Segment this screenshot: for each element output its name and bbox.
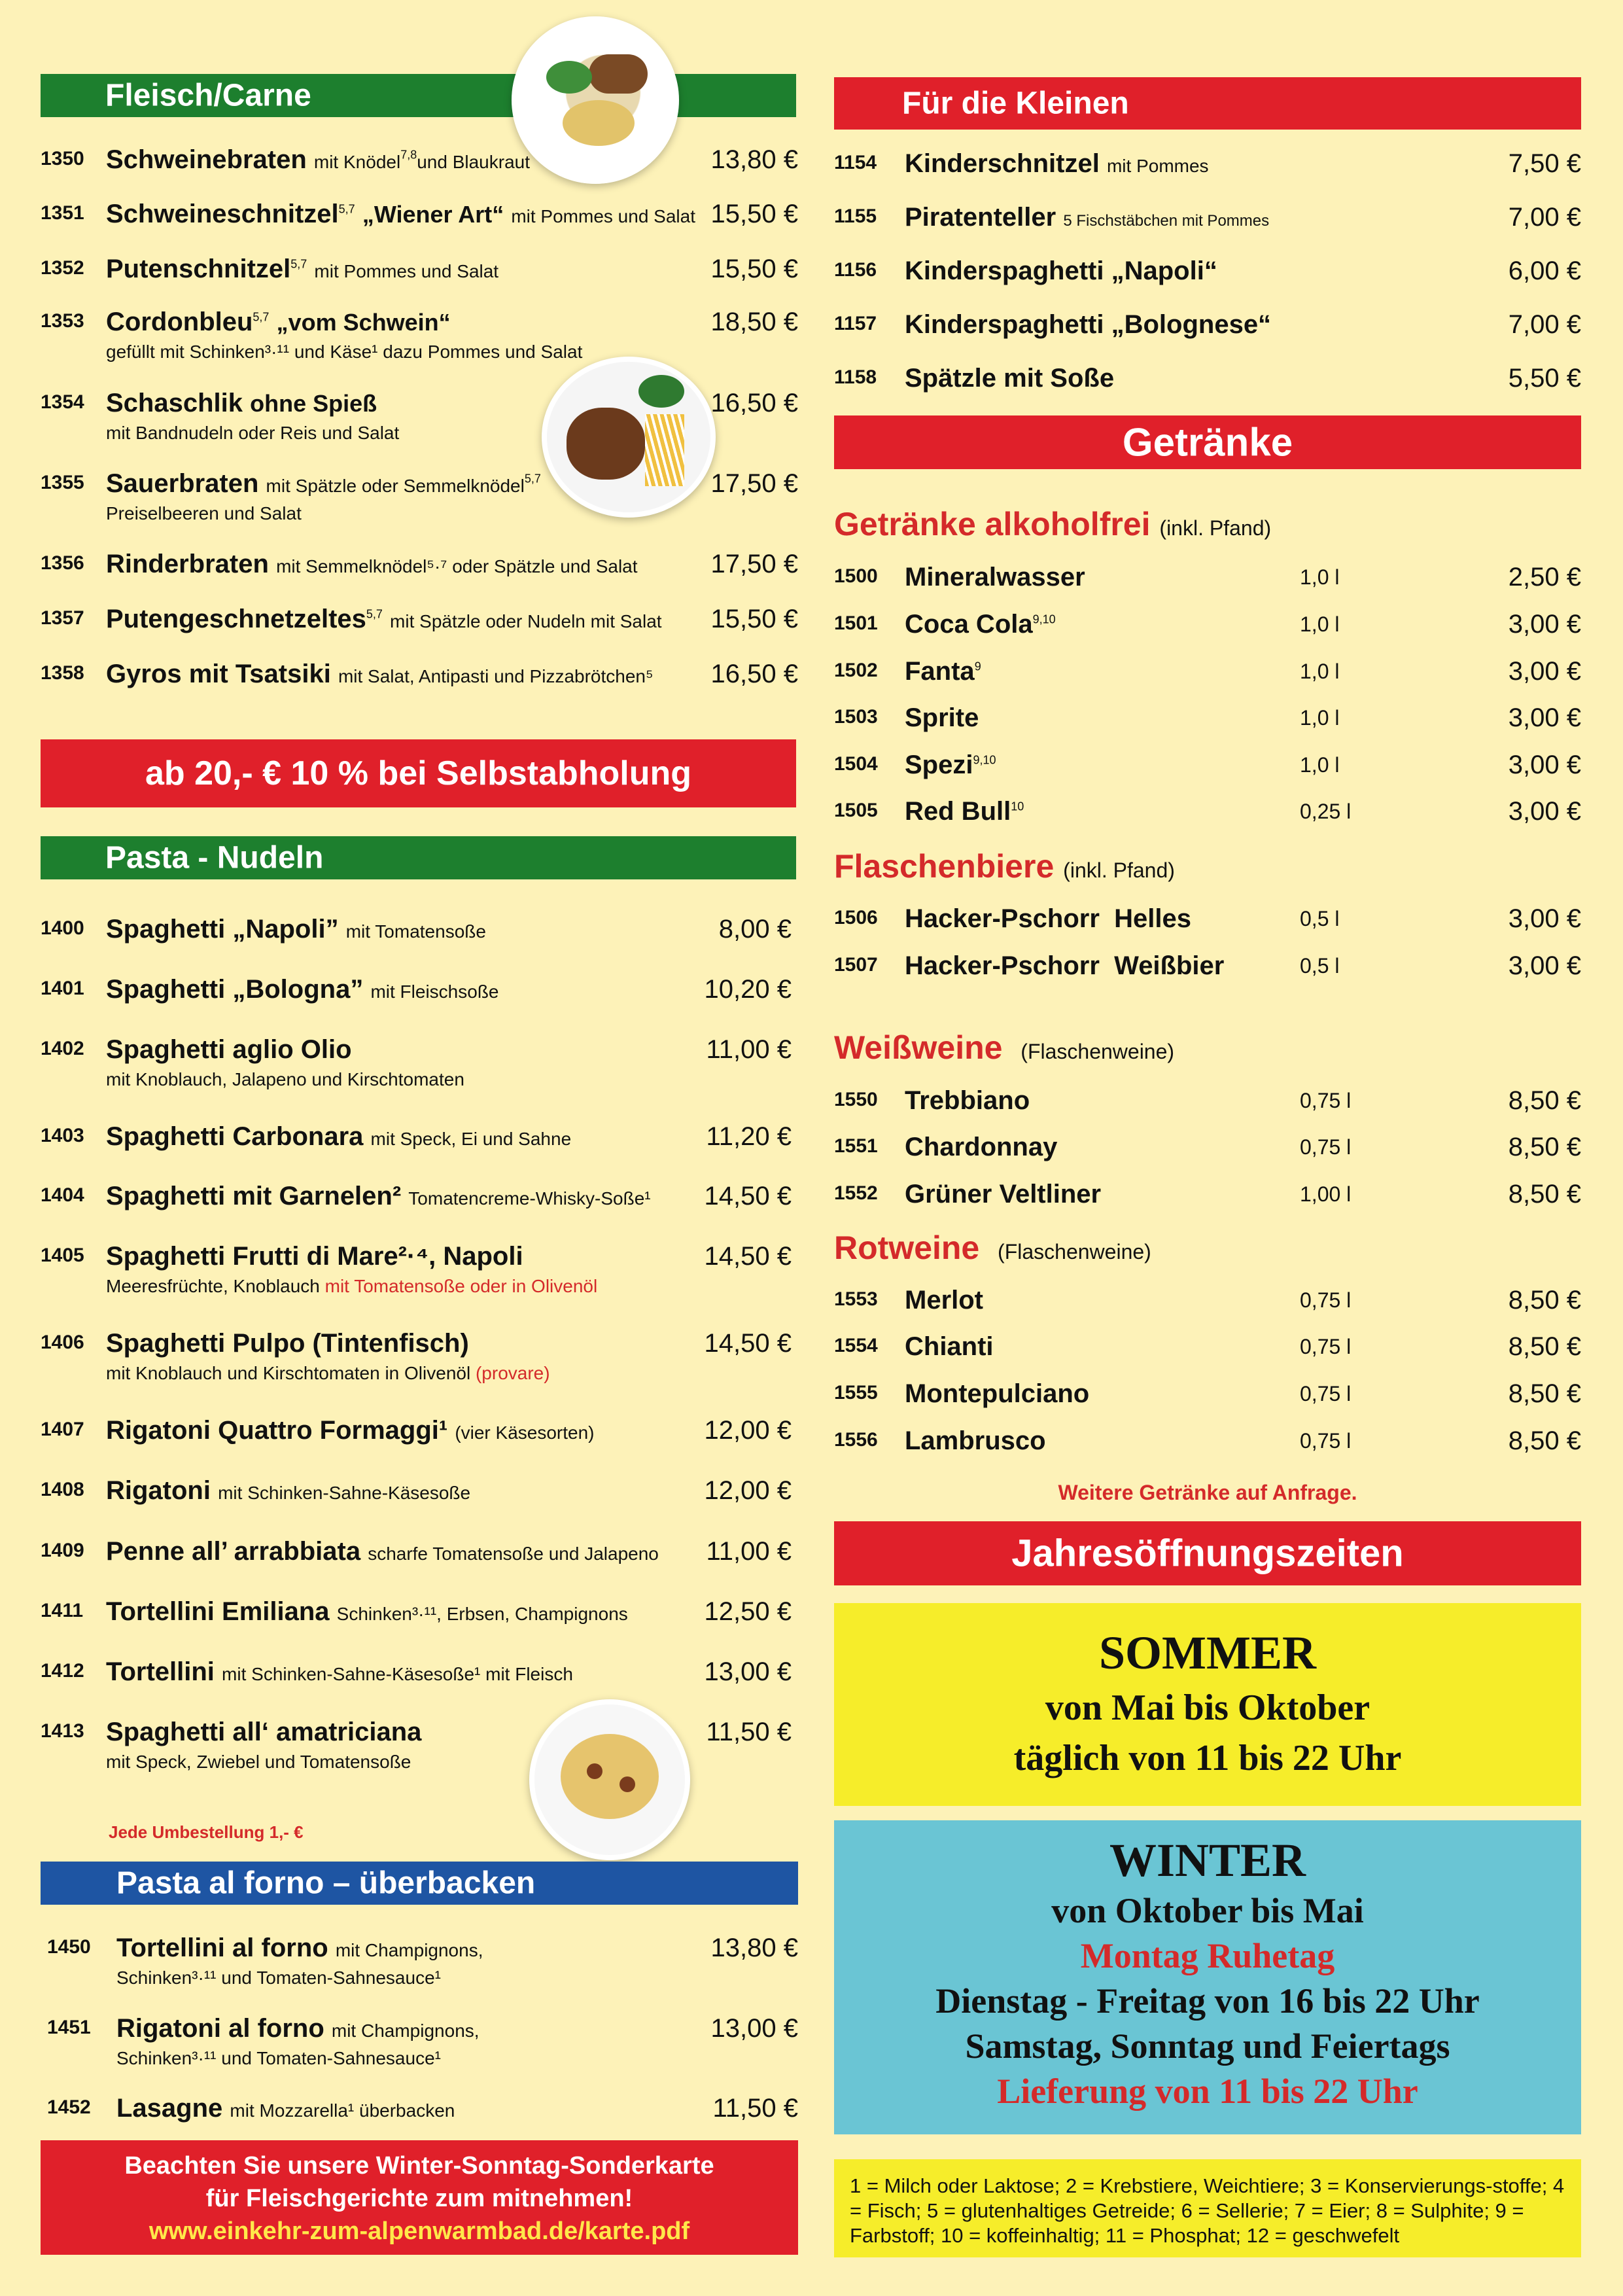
item-desc: 5 Fischstäbchen mit Pommes [1063, 212, 1270, 230]
item-price: 11,00 € [706, 1035, 792, 1064]
item-desc: mit Spätzle oder Semmelknödel [266, 476, 525, 496]
item-volume: 0,75 l [1300, 1335, 1352, 1358]
item-desc: Schinken³·¹¹, Erbsen, Champignons [336, 1604, 628, 1624]
item-sub-highlight: mit Tomatensoße oder in Olivenöl [324, 1276, 598, 1296]
item-number: 1352 [41, 257, 84, 279]
item-sub: mit Bandnudeln oder Reis und Salat [106, 423, 400, 443]
item-desc: (vier Käsesorten) [455, 1422, 595, 1443]
item-price: 8,50 € [1508, 1180, 1581, 1209]
item-price: 16,50 € [710, 660, 798, 688]
item-name: Trebbiano [905, 1086, 1030, 1115]
item-number: 1555 [834, 1382, 878, 1404]
item-number: 1158 [834, 366, 877, 388]
item-name: Sprite [905, 703, 979, 732]
item-name: Montepulciano [905, 1379, 1090, 1408]
allergen-sup: 5,7 [524, 472, 541, 486]
kleinen-header [834, 77, 1581, 130]
item-name: Tortellini Emiliana [106, 1597, 330, 1626]
item-price: 12,50 € [704, 1597, 792, 1626]
item-sub: Schinken³·¹¹ und Tomaten-Sahnesauce¹ [116, 1968, 441, 1988]
food-photo [542, 357, 716, 518]
item-name: Kinderspaghetti „Napoli“ [905, 256, 1217, 285]
section-title: Flaschenbiere [834, 848, 1055, 885]
meat-shape [587, 1763, 602, 1779]
getraenke-title: Getränke [1122, 420, 1293, 465]
rotwein-heading [834, 1229, 1151, 1267]
section-note: (Flaschenweine) [998, 1240, 1151, 1263]
item-price: 16,50 € [710, 389, 798, 417]
footer-banner [41, 2140, 798, 2255]
item-name: Spaghetti Carbonara [106, 1122, 364, 1151]
allergen-sup: 9,10 [973, 753, 996, 767]
item-number: 1507 [834, 954, 878, 976]
item-name: Spaghetti mit Garnelen² [106, 1182, 402, 1210]
item-number: 1550 [834, 1089, 878, 1110]
item-number: 1551 [834, 1135, 878, 1157]
winter-delivery: Lieferung von 11 bis 22 Uhr [997, 2072, 1418, 2111]
forno-header [41, 1862, 798, 1905]
item-price: 8,50 € [1508, 1426, 1581, 1455]
item-sub: Preiselbeeren und Salat [106, 503, 302, 523]
item-number: 1412 [41, 1660, 84, 1682]
item-price: 7,00 € [1508, 203, 1581, 232]
item-price: 5,50 € [1508, 364, 1581, 393]
pasta-shape [561, 1734, 659, 1819]
reorder-note: Jede Umbestellung 1,- € [109, 1822, 304, 1842]
allergen-sup: 9 [974, 660, 981, 673]
item-price: 13,80 € [710, 145, 798, 174]
item-name: Piratenteller [905, 203, 1056, 232]
item-price: 14,50 € [704, 1182, 792, 1210]
item-price: 14,50 € [704, 1242, 792, 1271]
item-price: 3,00 € [1508, 657, 1581, 686]
item-desc: mit Spätzle oder Nudeln mit Salat [390, 611, 662, 631]
item-volume: 0,75 l [1300, 1089, 1352, 1112]
item-number: 1506 [834, 907, 878, 928]
item-number: 1355 [41, 472, 84, 493]
item-desc: mit Knödel [313, 152, 401, 172]
item-number: 1155 [834, 205, 877, 227]
item-number: 1502 [834, 660, 878, 681]
item-name: Coca Cola [905, 610, 1033, 639]
item-desc: mit Speck, Ei und Sahne [370, 1129, 572, 1149]
item-price: 12,00 € [704, 1416, 792, 1445]
website-link[interactable]: www.einkehr-zum-alpenwarmbad.de/karte.pdf [148, 2217, 690, 2245]
item-name: Rigatoni al forno [116, 2014, 324, 2043]
item-number: 1400 [41, 917, 84, 939]
item-name: Merlot [905, 1286, 983, 1315]
item-price: 11,50 € [712, 2094, 798, 2123]
item-sub: gefüllt mit Schinken³·¹¹ und Käse¹ dazu Pommes und Salat [106, 342, 583, 362]
item-sub-highlight: (provare) [475, 1363, 550, 1383]
item-name: Gyros mit Tsatsiki [106, 660, 331, 688]
allergen-legend: 1 = Milch oder Laktose; 2 = Krebstiere, Weichtiere; 3 = Konservierungs-stoffe; 4 = Fisch; 5 = glutenhaltiges Getreide; 6 = Sellerie; 7 = Eier; 8 = Sulphite; 9 = Farbstoff; 10 = koffeinhaltig; 11 = Phosphat; 12 = geschwefelt [834, 2159, 1581, 2257]
item-price: 8,00 € [718, 915, 792, 944]
item-price: 17,50 € [710, 550, 798, 578]
item-price: 3,00 € [1508, 951, 1581, 980]
meat-shape [567, 408, 645, 480]
item-volume: 1,0 l [1300, 612, 1340, 636]
item-volume: 0,5 l [1300, 907, 1340, 930]
item-volume: 1,00 l [1300, 1182, 1352, 1206]
fleisch-header [41, 74, 796, 117]
item-name: Spaghetti all‘ amatriciana [106, 1718, 422, 1746]
summer-box [834, 1603, 1581, 1806]
item-number: 1358 [41, 662, 84, 684]
item-number: 1357 [41, 607, 84, 629]
item-sub: mit Knoblauch, Jalapeno und Kirschtomaten [106, 1069, 464, 1089]
item-desc: mit Champignons, [335, 1940, 483, 1960]
item-price: 10,20 € [704, 975, 792, 1004]
footer-line: für Fleischgerichte zum mitnehmen! [205, 2185, 633, 2212]
item-number: 1413 [41, 1720, 84, 1742]
winter-line: von Oktober bis Mai [1051, 1891, 1364, 1930]
item-desc: mit Tomatensoße [345, 921, 486, 942]
item-name: Tortellini [106, 1657, 215, 1686]
item-name: Rinderbraten [106, 550, 269, 578]
salad-shape [546, 61, 592, 94]
winter-line: Samstag, Sonntag und Feiertags [965, 2026, 1450, 2066]
item-name: Chardonnay [905, 1133, 1058, 1161]
item-number: 1408 [41, 1479, 84, 1500]
item-sub: mit Speck, Zwiebel und Tomatensoße [106, 1752, 411, 1772]
item-sub: Schinken³·¹¹ und Tomaten-Sahnesauce¹ [116, 2048, 441, 2068]
item-number: 1554 [834, 1335, 878, 1356]
item-desc: mit Fleischsoße [370, 981, 499, 1002]
food-photo [512, 16, 679, 184]
item-name: Spätzle mit Soße [905, 364, 1115, 393]
item-number: 1406 [41, 1332, 84, 1353]
item-name: Putenschnitzel [106, 255, 291, 283]
oeffnung-title: Jahresöffnungszeiten [1011, 1532, 1404, 1575]
item-name: Hacker-Pschorr Weißbier [905, 951, 1225, 980]
item-name: Sauerbraten [106, 469, 259, 498]
item-number: 1405 [41, 1245, 84, 1266]
section-note: (inkl. Pfand) [1159, 516, 1272, 540]
summer-line: von Mai bis Oktober [1045, 1687, 1370, 1728]
item-name: Lambrusco [905, 1426, 1046, 1455]
item-price: 8,50 € [1508, 1086, 1581, 1115]
promo-text: ab 20,- € 10 % bei Selbstabholung [145, 754, 692, 792]
item-name: Rigatoni [106, 1476, 211, 1505]
allergen-sup: 5,7 [290, 257, 307, 271]
allergen-sup: 7,8 [400, 148, 417, 162]
winter-box [834, 1820, 1581, 2134]
item-name: Spaghetti aglio Olio [106, 1035, 352, 1064]
item-desc: scharfe Tomatensoße und Jalapeno [368, 1544, 659, 1564]
item-name-extra: „Wiener Art“ [362, 201, 504, 228]
kleinen-title: Für die Kleinen [902, 86, 1129, 121]
summer-line: täglich von 11 bis 22 Uhr [1013, 1738, 1402, 1778]
item-name-extra: „vom Schwein“ [276, 309, 451, 336]
item-price: 11,00 € [706, 1537, 792, 1566]
item-price: 8,50 € [1508, 1133, 1581, 1161]
item-number: 1505 [834, 800, 878, 821]
item-price: 13,00 € [704, 1657, 792, 1686]
item-name: Grüner Veltliner [905, 1180, 1102, 1209]
winter-title: WINTER [1109, 1834, 1306, 1886]
item-number: 1501 [834, 612, 878, 634]
item-number: 1451 [47, 2017, 91, 2038]
getraenke-header [834, 415, 1581, 469]
item-name: Schweinebraten [106, 145, 307, 174]
item-price: 14,50 € [704, 1329, 792, 1358]
item-price: 15,50 € [710, 255, 798, 283]
item-volume: 1,0 l [1300, 706, 1340, 730]
item-number: 1500 [834, 565, 878, 587]
section-title: Getränke alkoholfrei [834, 506, 1151, 542]
item-name: Kinderspaghetti „Bolognese“ [905, 310, 1272, 339]
item-name: Spaghetti Frutti di Mare²·⁴, Napoli [106, 1242, 523, 1271]
meat-shape [589, 54, 648, 94]
item-volume: 0,5 l [1300, 954, 1340, 978]
item-price: 11,50 € [706, 1718, 792, 1746]
item-name: Chianti [905, 1332, 994, 1361]
item-price: 12,00 € [704, 1476, 792, 1505]
alkoholfrei-heading [834, 505, 1271, 543]
item-desc: mit Pommes und Salat [511, 206, 695, 226]
item-name: Spaghetti „Bologna” [106, 975, 364, 1004]
section-note: (inkl. Pfand) [1063, 858, 1175, 882]
item-price: 15,50 € [710, 605, 798, 633]
item-desc: mit Champignons, [331, 2021, 480, 2041]
item-volume: 0,25 l [1300, 800, 1352, 823]
item-name: Kinderschnitzel [905, 149, 1100, 178]
item-volume: 1,0 l [1300, 753, 1340, 777]
item-desc: mit Pommes [1106, 156, 1209, 176]
item-name: Spaghetti Pulpo (Tintenfisch) [106, 1329, 469, 1358]
item-name: Spezi [905, 751, 973, 779]
allergen-sup: 5,7 [338, 202, 355, 216]
item-name: Spaghetti „Napoli” [106, 915, 339, 944]
item-desc: mit Mozzarella¹ überbacken [230, 2100, 455, 2121]
item-volume: 1,0 l [1300, 660, 1340, 683]
item-sub: mit Knoblauch und Kirschtomaten in Olivenöl [106, 1363, 471, 1383]
item-price: 18,50 € [710, 308, 798, 336]
pasta-header [41, 836, 796, 879]
item-price: 3,00 € [1508, 904, 1581, 933]
item-name: Schaschlik [106, 389, 243, 417]
item-price: 13,00 € [710, 2014, 798, 2043]
item-price: 11,20 € [706, 1122, 792, 1151]
item-number: 1504 [834, 753, 878, 775]
fries-shape [645, 414, 684, 486]
footer-line: Beachten Sie unsere Winter-Sonntag-Sonderkarte [124, 2152, 714, 2180]
item-name: Hacker-Pschorr Helles [905, 904, 1192, 933]
noodles-shape [563, 100, 635, 146]
item-volume: 0,75 l [1300, 1382, 1352, 1405]
item-number: 1350 [41, 148, 84, 169]
item-price: 17,50 € [710, 469, 798, 498]
item-number: 1402 [41, 1038, 84, 1059]
allergen-sup: 10 [1011, 800, 1024, 813]
salad-shape [638, 375, 684, 408]
food-photo [529, 1699, 690, 1860]
item-price: 3,00 € [1508, 751, 1581, 779]
item-name: Fanta [905, 657, 975, 686]
item-number: 1157 [834, 313, 877, 334]
section-title: Weißweine [834, 1029, 1003, 1066]
item-number: 1556 [834, 1429, 878, 1451]
item-number: 1503 [834, 706, 878, 728]
item-number: 1411 [41, 1600, 84, 1621]
item-number: 1452 [47, 2096, 91, 2118]
item-desc: mit Schinken-Sahne-Käsesoße¹ mit Fleisch [222, 1664, 573, 1684]
section-title: Rotweine [834, 1229, 980, 1266]
item-number: 1156 [834, 259, 877, 281]
item-price: 7,00 € [1508, 310, 1581, 339]
item-number: 1351 [41, 202, 84, 224]
item-price: 6,00 € [1508, 256, 1581, 285]
forno-title: Pasta al forno – überbacken [116, 1865, 536, 1901]
item-name: Rigatoni Quattro Formaggi¹ [106, 1416, 448, 1445]
more-drinks-note: Weitere Getränke auf Anfrage. [1058, 1481, 1357, 1504]
item-desc: Tomatencreme-Whisky-Soße¹ [408, 1188, 651, 1209]
item-price: 7,50 € [1508, 149, 1581, 178]
weisswein-heading [834, 1029, 1174, 1067]
item-number: 1404 [41, 1184, 84, 1206]
item-number: 1154 [834, 152, 877, 173]
allergen-sup: 5,7 [253, 310, 270, 324]
section-note: (Flaschenweine) [1021, 1040, 1175, 1063]
item-number: 1356 [41, 552, 84, 574]
item-name: Putengeschnetzeltes [106, 605, 366, 633]
item-number: 1403 [41, 1125, 84, 1146]
item-price: 2,50 € [1508, 563, 1581, 592]
summer-title: SOMMER [1099, 1627, 1316, 1679]
item-number: 1450 [47, 1936, 91, 1958]
item-volume: 0,75 l [1300, 1135, 1352, 1159]
oeffnung-header [834, 1521, 1581, 1585]
item-price: 3,00 € [1508, 703, 1581, 732]
item-number: 1401 [41, 978, 84, 999]
winter-line: Dienstag - Freitag von 16 bis 22 Uhr [935, 1981, 1480, 2021]
meat-shape [620, 1776, 635, 1792]
item-desc: mit Pommes und Salat [314, 261, 499, 281]
biere-heading [834, 847, 1175, 885]
item-desc: mit Salat, Antipasti und Pizzabrötchen⁵ [338, 666, 654, 686]
fleisch-title: Fleisch/Carne [105, 78, 311, 113]
item-price: 8,50 € [1508, 1286, 1581, 1315]
item-price: 3,00 € [1508, 610, 1581, 639]
item-name: Lasagne [116, 2094, 223, 2123]
item-volume: 0,75 l [1300, 1288, 1352, 1312]
item-number: 1353 [41, 310, 84, 332]
item-number: 1552 [834, 1182, 878, 1204]
item-number: 1407 [41, 1419, 84, 1440]
item-volume: 1,0 l [1300, 565, 1340, 589]
item-price: 15,50 € [710, 200, 798, 228]
item-name: Cordonbleu [106, 308, 253, 336]
pasta-title: Pasta - Nudeln [105, 840, 324, 875]
item-name: Schweineschnitzel [106, 200, 339, 228]
item-desc: und Blaukraut [417, 152, 531, 172]
item-number: 1409 [41, 1540, 84, 1561]
winter-closed-day: Montag Ruhetag [1080, 1936, 1335, 1975]
item-price: 3,00 € [1508, 797, 1581, 826]
item-name: Mineralwasser [905, 563, 1085, 592]
item-name: Tortellini al forno [116, 1934, 328, 1962]
item-sub: Meeresfrüchte, Knoblauch [106, 1276, 320, 1296]
item-number: 1354 [41, 391, 84, 413]
item-volume: 0,75 l [1300, 1429, 1352, 1453]
item-desc: ohne Spieß [250, 390, 377, 417]
item-desc: mit Semmelknödel⁵·⁷ oder Spätzle und Salat [276, 556, 638, 576]
allergen-sup: 9,10 [1032, 612, 1056, 626]
allergen-sup: 5,7 [366, 607, 383, 621]
item-price: 8,50 € [1508, 1379, 1581, 1408]
promo-banner [41, 739, 796, 807]
item-name: Penne all’ arrabbiata [106, 1537, 361, 1566]
item-price: 8,50 € [1508, 1332, 1581, 1361]
item-name: Red Bull [905, 797, 1011, 826]
item-number: 1553 [834, 1288, 878, 1310]
item-desc: mit Schinken-Sahne-Käsesoße [218, 1483, 471, 1503]
item-price: 13,80 € [710, 1934, 798, 1962]
